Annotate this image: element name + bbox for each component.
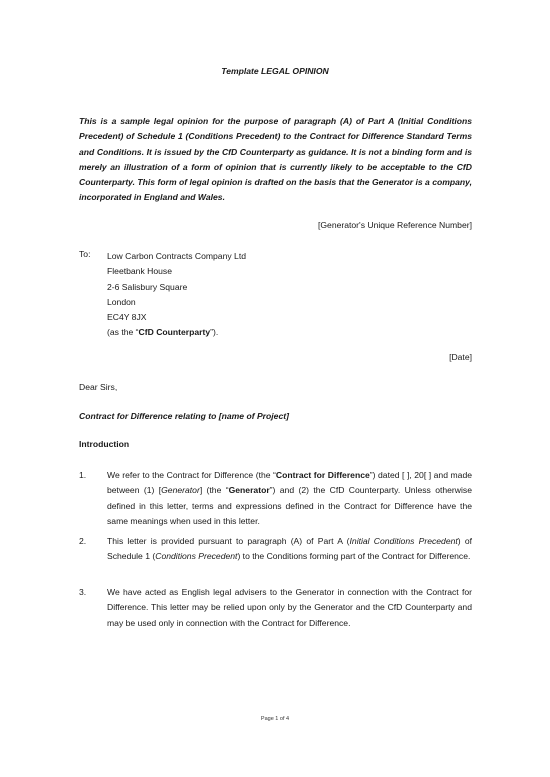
address-line: 2-6 Salisbury Square (107, 281, 188, 292)
italic-term: Conditions Precedent (155, 551, 238, 562)
guidance-note: This is a sample legal opinion for the purpose of paragraph (A) of Part A (Initial Conditions Precedent) of Schedule 1 (Conditions Precedent) to the Contract for Difference Standard Terms and Conditions. It is issued by the CfD Counterparty as guidance. It is not a binding form and is merely an illustration of a form of opinion that is currently likely to be acceptable to the CfD Counterparty. This form of legal opinion is drafted on the basis that the Generator is a company, incorporated in England and Wales. (79, 116, 472, 203)
page-footer: Page 1 of 4 (260, 716, 290, 722)
address-line: Low Carbon Contracts Company Ltd (107, 251, 247, 261)
numbered-paragraph (79, 534, 472, 565)
placeholder-term: Generator (161, 485, 200, 496)
address-line: EC4Y 8JX (107, 312, 147, 323)
addressee-label: To: (79, 249, 91, 259)
subject-line: Contract for Difference relating to [name of Project] (79, 411, 289, 421)
text-run: ”) and (2) the CfD Counterparty. Unless otherwise defined in this letter, terms and expressions defined in the Contract for Difference have the same meanings when used in this letter. (107, 485, 472, 526)
italic-term: Initial Conditions Precedent (349, 536, 458, 546)
letter-date: [Date] (449, 352, 472, 362)
paragraph-number: 2. (79, 536, 87, 546)
role-defined-term: CfD Counterparty (138, 327, 211, 338)
address-line: Fleetbank House (107, 266, 172, 277)
text-run: This letter is provided pursuant to paragraph (A) of Part A ( (107, 536, 350, 546)
addressee-block (107, 249, 246, 341)
section-heading: Introduction (79, 439, 130, 449)
role-suffix: ”). (210, 327, 219, 338)
paragraph-text (107, 468, 472, 529)
text-run: ] (the “ (199, 485, 229, 496)
text-run: ) of Schedule 1 ( (107, 536, 473, 562)
salutation: Dear Sirs, (79, 382, 118, 392)
role-prefix: (as the “ (107, 327, 139, 338)
defined-term: Contract for Difference (275, 470, 370, 480)
text-run: ) to the Conditions forming part of the Contract for Difference. (237, 551, 471, 562)
address-line: London (107, 296, 136, 307)
paragraph-number: 1. (79, 470, 87, 480)
defined-term: Generator (228, 485, 270, 496)
reference-number: [Generator's Unique Reference Number] (317, 220, 472, 230)
paragraph-text (107, 534, 472, 565)
numbered-paragraph (79, 468, 472, 529)
address-role-line (107, 325, 246, 340)
paragraph-number: 3. (79, 587, 87, 597)
numbered-paragraph (79, 585, 472, 631)
document-title: Template LEGAL OPINION (221, 66, 329, 76)
text-run: ”) dated [ ], 20[ ] and made between (1) [ (107, 470, 473, 496)
paragraph-text: We have acted as English legal advisers to the Generator in connection with the Contract for Difference. This letter may be relied upon only by the Generator and the CfD Counterparty and may be used only in connection with the Contract for Difference. (107, 587, 472, 628)
text-run: We refer to the Contract for Difference (the “ (107, 470, 276, 480)
